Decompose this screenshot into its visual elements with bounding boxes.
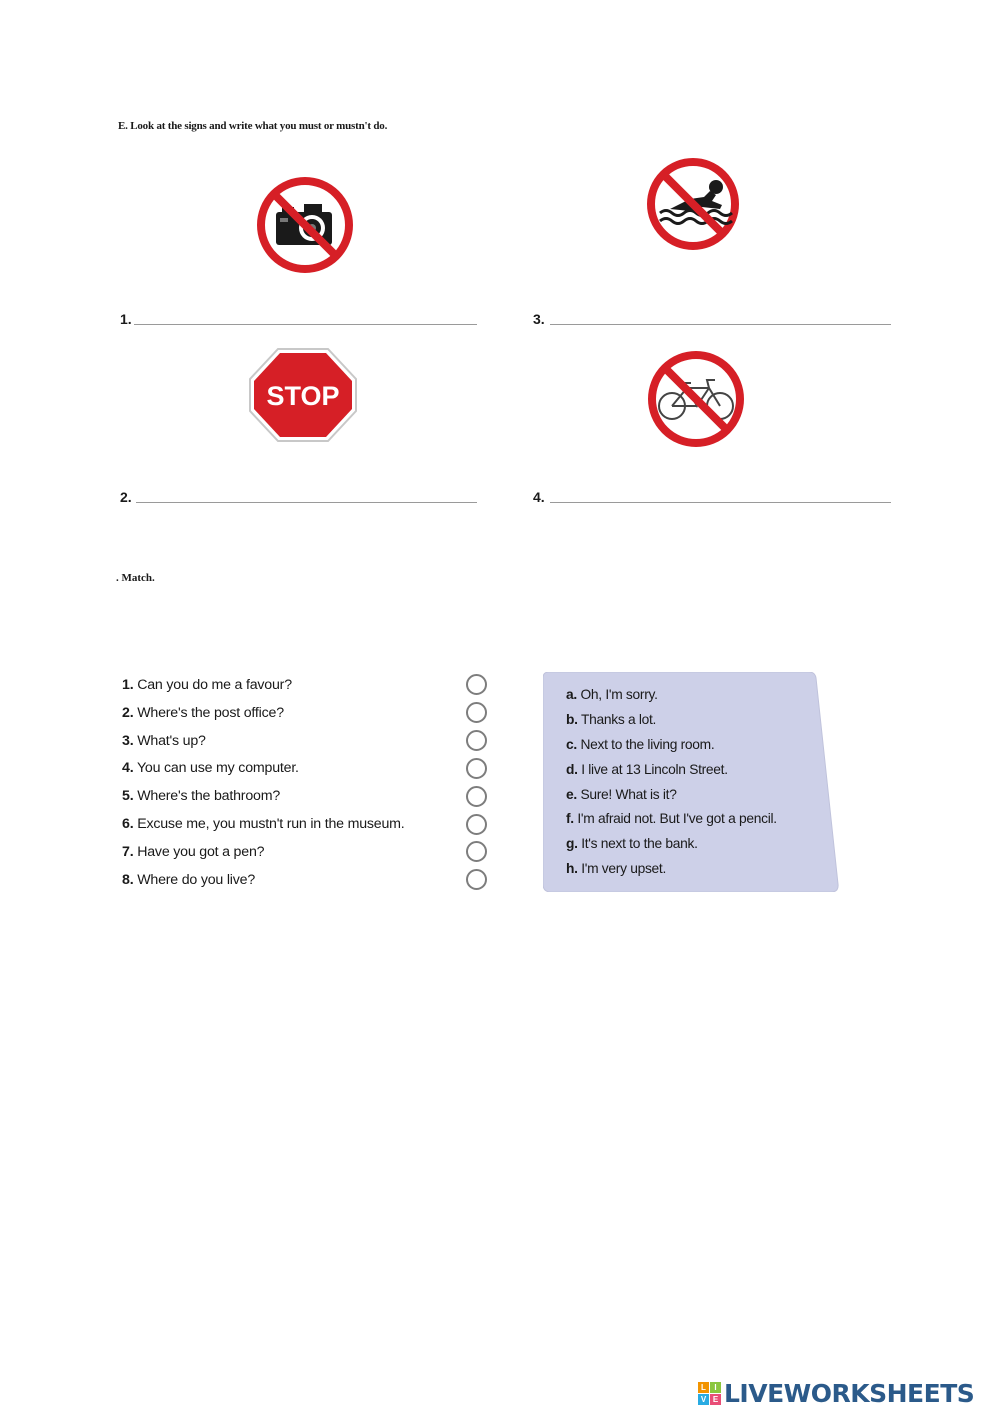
- answer-letter: c.: [566, 736, 577, 752]
- question-text: Where's the bathroom?: [137, 788, 281, 805]
- answer-letter: h.: [566, 861, 578, 877]
- question-number: 3.: [122, 732, 134, 749]
- question-number: 1.: [122, 677, 134, 693]
- answer-letter: e.: [566, 786, 577, 802]
- question-text: What's up?: [137, 732, 206, 749]
- logo-badge-letter: L: [698, 1382, 709, 1393]
- answer-text: I live at 13 Lincoln Street.: [581, 761, 728, 777]
- answer-item: [566, 737, 777, 762]
- answer-line-1[interactable]: [134, 324, 477, 325]
- logo-badge-icon: [698, 1382, 721, 1405]
- question-text: Where's the post office?: [137, 704, 284, 721]
- answer-item: [566, 687, 777, 712]
- question-item: [122, 788, 405, 816]
- question-text: Can you do me a favour?: [137, 677, 292, 693]
- question-item: [122, 733, 405, 761]
- answer-text: Sure! What is it?: [580, 786, 677, 802]
- match-answer-circle-2[interactable]: [466, 702, 487, 723]
- question-item: [122, 760, 405, 788]
- stop-sign-text: STOP: [266, 381, 340, 411]
- question-number: 4.: [122, 760, 134, 777]
- answer-item: [566, 861, 777, 886]
- answer-list: [566, 687, 777, 886]
- question-text: Have you got a pen?: [137, 843, 265, 860]
- answer-line-2[interactable]: [136, 502, 477, 503]
- match-answer-circle-7[interactable]: [466, 841, 487, 862]
- match-answer-circle-5[interactable]: [466, 786, 487, 807]
- answer-text: Next to the living room.: [580, 736, 715, 752]
- answer-line-4[interactable]: [550, 502, 891, 503]
- question-text: You can use my computer.: [136, 760, 299, 777]
- answer-text: Oh, I'm sorry.: [580, 687, 658, 702]
- match-answer-circle-1[interactable]: [466, 674, 487, 695]
- answer-item: [566, 712, 777, 737]
- question-item: [122, 872, 405, 900]
- question-text: Excuse me, you mustn't run in the museum.: [137, 815, 405, 832]
- match-answer-circle-3[interactable]: [466, 730, 487, 751]
- answer-line-3[interactable]: [550, 324, 891, 325]
- answer-text: I'm very upset.: [581, 861, 666, 877]
- answer-text: I'm afraid not. But I've got a pencil.: [577, 811, 777, 827]
- answer-letter: b.: [566, 711, 578, 727]
- answer-text: Thanks a lot.: [580, 711, 657, 727]
- question-item: [122, 844, 405, 872]
- section-e-instruction: E. Look at the signs and write what you must or mustn't do.: [118, 120, 388, 132]
- answer-letter: g.: [566, 836, 578, 852]
- logo-text: LIVEWORKSHEETS: [724, 1378, 975, 1408]
- no-camera-icon: [256, 176, 354, 274]
- match-answer-circle-8[interactable]: [466, 869, 487, 890]
- stop-sign-icon: [248, 347, 358, 443]
- answer-letter: f.: [566, 811, 574, 827]
- answer-text: It's next to the bank.: [581, 836, 698, 852]
- match-answer-circle-4[interactable]: [466, 758, 487, 779]
- answer-number: 3.: [533, 311, 545, 327]
- question-text: Where do you live?: [137, 871, 256, 888]
- question-number: 5.: [122, 788, 134, 805]
- no-swimming-icon: [646, 157, 740, 251]
- question-item: [122, 705, 405, 733]
- answer-item: [566, 762, 777, 787]
- answer-item: [566, 787, 777, 812]
- question-number: 7.: [122, 843, 134, 860]
- question-item: [122, 816, 405, 844]
- logo-badge-letter: V: [698, 1394, 709, 1405]
- logo-badge-letter: E: [710, 1394, 721, 1405]
- answer-number: 4.: [533, 489, 545, 505]
- answer-item: [566, 811, 777, 836]
- no-bicycle-icon: [647, 350, 745, 448]
- liveworksheets-logo[interactable]: [698, 1378, 974, 1408]
- question-number: 2.: [122, 704, 134, 721]
- section-f-instruction: . Match.: [116, 572, 155, 584]
- answer-letter: d.: [566, 761, 578, 777]
- answer-number: 1.: [120, 311, 132, 327]
- answer-number: 2.: [120, 489, 132, 505]
- logo-badge-letter: I: [710, 1382, 721, 1393]
- question-number: 8.: [122, 871, 134, 888]
- question-number: 6.: [122, 815, 134, 832]
- match-answer-circle-6[interactable]: [466, 814, 487, 835]
- answer-letter: a.: [566, 687, 577, 702]
- question-item: [122, 677, 405, 705]
- answer-item: [566, 836, 777, 861]
- question-list: [122, 677, 405, 899]
